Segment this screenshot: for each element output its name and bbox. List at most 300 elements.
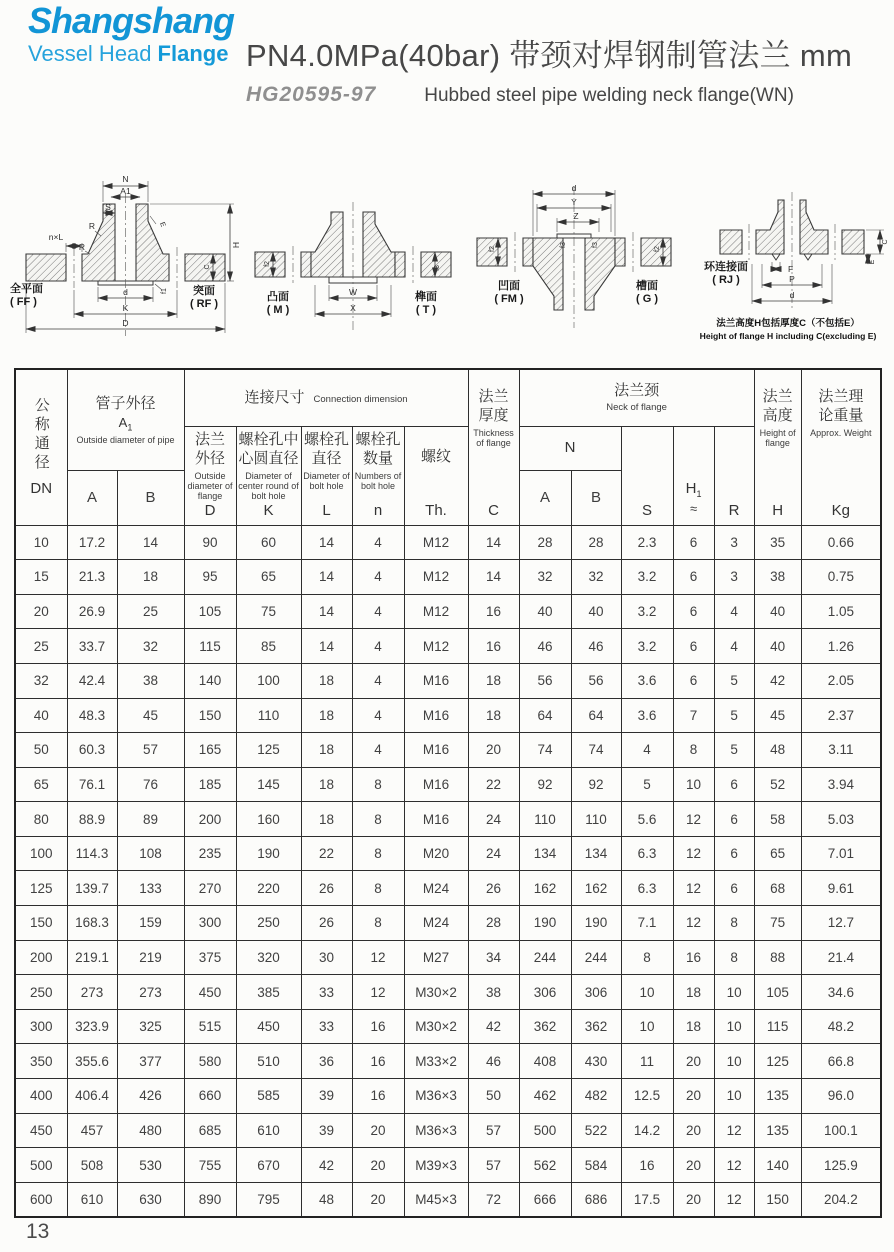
weight-en: Approx. Weight xyxy=(810,427,872,438)
cell-th: M12 xyxy=(404,594,468,629)
cell-D: 105 xyxy=(184,594,236,629)
cell-dn: 40 xyxy=(15,698,67,733)
dim-label-d3: d xyxy=(571,183,577,193)
cell-L: 30 xyxy=(301,940,352,975)
cell-D: 685 xyxy=(184,1113,236,1148)
cell-L: 33 xyxy=(301,975,352,1010)
cell-pipe-a: 273 xyxy=(67,975,117,1010)
cell-pipe-a: 26.9 xyxy=(67,594,117,629)
col-header-bolt-dia xyxy=(301,427,352,526)
drawing-caption-en: Height of flange H including C(excluding E) xyxy=(699,331,877,341)
cell-neck-b: 162 xyxy=(571,871,621,906)
cell-dn: 450 xyxy=(15,1113,67,1148)
weight-cn2: 论重量 xyxy=(818,406,864,424)
cell-pipe-b: 14 xyxy=(117,525,184,560)
face-label-t: 榫面 xyxy=(415,291,437,303)
face-label-rf-code: ( RF ) xyxy=(189,298,219,310)
cell-n: 8 xyxy=(352,802,404,837)
cell-R: 4 xyxy=(714,594,754,629)
dim-label-c: C xyxy=(204,264,211,270)
cell-neck-a: 306 xyxy=(519,975,571,1010)
cell-C: 20 xyxy=(468,733,519,768)
cell-kg: 0.75 xyxy=(801,560,881,595)
table-row xyxy=(15,1148,881,1183)
table-row xyxy=(15,1113,881,1148)
col-header-height xyxy=(754,369,801,525)
cell-C: 46 xyxy=(468,1044,519,1079)
cell-kg: 3.94 xyxy=(801,767,881,802)
cell-L: 18 xyxy=(301,698,352,733)
cell-dn: 50 xyxy=(15,733,67,768)
cell-K: 250 xyxy=(236,906,301,941)
cell-D: 660 xyxy=(184,1079,236,1114)
cell-pipe-b: 45 xyxy=(117,698,184,733)
face-label-g: 槽面 xyxy=(636,280,658,292)
cell-n: 16 xyxy=(352,1044,404,1079)
cell-neck-a: 56 xyxy=(519,663,571,698)
cell-H1: 12 xyxy=(673,871,714,906)
cell-dn: 20 xyxy=(15,594,67,629)
cell-L: 33 xyxy=(301,1009,352,1044)
cell-th: M12 xyxy=(404,525,468,560)
dim-label-f: F xyxy=(788,264,794,274)
cell-R: 3 xyxy=(714,525,754,560)
drawing-m-t xyxy=(243,182,463,342)
cell-H1: 12 xyxy=(673,802,714,837)
cell-dn: 350 xyxy=(15,1044,67,1079)
thickness-letter: C xyxy=(488,501,499,519)
cell-S: 2.3 xyxy=(621,525,673,560)
flange-od-cn2: 外径 xyxy=(194,449,225,467)
cell-S: 17.5 xyxy=(621,1182,673,1217)
cell-R: 12 xyxy=(714,1182,754,1217)
table-row xyxy=(15,733,881,768)
cell-K: 100 xyxy=(236,663,301,698)
cell-H: 135 xyxy=(754,1079,801,1114)
cell-n: 12 xyxy=(352,940,404,975)
cell-kg: 204.2 xyxy=(801,1182,881,1217)
cell-H: 140 xyxy=(754,1148,801,1183)
cell-C: 50 xyxy=(468,1079,519,1114)
cell-th: M12 xyxy=(404,560,468,595)
cell-K: 510 xyxy=(236,1044,301,1079)
cell-H: 35 xyxy=(754,525,801,560)
cell-pipe-b: 159 xyxy=(117,906,184,941)
cell-neck-b: 190 xyxy=(571,906,621,941)
cell-th: M33×2 xyxy=(404,1044,468,1079)
cell-R: 6 xyxy=(714,836,754,871)
bolt-dia-cn2: 直径 xyxy=(311,449,342,467)
neck-s-label: S xyxy=(642,501,653,519)
col-header-weight xyxy=(801,369,881,525)
cell-th: M39×3 xyxy=(404,1148,468,1183)
cell-K: 160 xyxy=(236,802,301,837)
cell-H: 38 xyxy=(754,560,801,595)
cell-neck-b: 522 xyxy=(571,1113,621,1148)
dim-label-h: H xyxy=(231,241,241,249)
cell-C: 14 xyxy=(468,560,519,595)
cell-kg: 7.01 xyxy=(801,836,881,871)
col-header-neck-s xyxy=(621,427,673,526)
dim-label-big-d: D xyxy=(122,318,129,328)
thickness-cn2: 厚度 xyxy=(478,406,509,424)
cell-neck-b: 362 xyxy=(571,1009,621,1044)
cell-H: 88 xyxy=(754,940,801,975)
cell-n: 4 xyxy=(352,525,404,560)
connection-en: Connection dimension xyxy=(313,393,408,405)
cell-dn: 100 xyxy=(15,836,67,871)
cell-C: 14 xyxy=(468,525,519,560)
cell-pipe-a: 139.7 xyxy=(67,871,117,906)
pipe-od-en: Outside diameter of pipe xyxy=(76,434,175,445)
cell-th: M16 xyxy=(404,698,468,733)
bolt-num-cn2: 数量 xyxy=(362,449,393,467)
cell-L: 39 xyxy=(301,1113,352,1148)
face-label-fm-code: ( FM ) xyxy=(494,293,524,305)
cell-kg: 12.7 xyxy=(801,906,881,941)
dim-label-s: S xyxy=(105,202,111,212)
bolt-dia-letter: L xyxy=(322,501,331,519)
height-letter: H xyxy=(772,501,784,519)
cell-K: 145 xyxy=(236,767,301,802)
cell-L: 26 xyxy=(301,906,352,941)
cell-th: M24 xyxy=(404,906,468,941)
cell-H: 75 xyxy=(754,906,801,941)
cell-S: 3.6 xyxy=(621,663,673,698)
cell-S: 3.2 xyxy=(621,594,673,629)
bolt-circle-letter: K xyxy=(263,501,274,519)
cell-S: 3.2 xyxy=(621,560,673,595)
cell-n: 4 xyxy=(352,733,404,768)
dim-label-w: W xyxy=(348,287,358,297)
cell-S: 12.5 xyxy=(621,1079,673,1114)
cell-H1: 10 xyxy=(673,767,714,802)
cell-H: 52 xyxy=(754,767,801,802)
cell-C: 28 xyxy=(468,906,519,941)
cell-neck-a: 666 xyxy=(519,1182,571,1217)
cell-pipe-a: 508 xyxy=(67,1148,117,1183)
cell-H1: 12 xyxy=(673,836,714,871)
dim-label-f2-right: f2 xyxy=(654,246,661,252)
cell-H1: 12 xyxy=(673,906,714,941)
bolt-num-letter: n xyxy=(373,501,383,519)
cell-pipe-b: 32 xyxy=(117,629,184,664)
cell-pipe-a: 168.3 xyxy=(67,906,117,941)
cell-R: 8 xyxy=(714,906,754,941)
cell-pipe-a: 355.6 xyxy=(67,1044,117,1079)
cell-S: 6.3 xyxy=(621,836,673,871)
cell-kg: 9.61 xyxy=(801,871,881,906)
table-row xyxy=(15,767,881,802)
cell-neck-b: 482 xyxy=(571,1079,621,1114)
cell-kg: 1.26 xyxy=(801,629,881,664)
bolt-num-en: Numbers of bolt hole xyxy=(354,470,402,491)
cell-kg: 2.37 xyxy=(801,698,881,733)
cell-pipe-a: 33.7 xyxy=(67,629,117,664)
cell-pipe-b: 377 xyxy=(117,1044,184,1079)
neck-en: Neck of flange xyxy=(606,401,667,413)
cell-dn: 300 xyxy=(15,1009,67,1044)
cell-K: 385 xyxy=(236,975,301,1010)
table-row xyxy=(15,906,881,941)
cell-R: 10 xyxy=(714,1079,754,1114)
cell-H: 135 xyxy=(754,1113,801,1148)
col-header-pipe-b: B xyxy=(117,470,184,525)
cell-K: 320 xyxy=(236,940,301,975)
cell-pipe-a: 42.4 xyxy=(67,663,117,698)
cell-R: 6 xyxy=(714,802,754,837)
table-row xyxy=(15,1009,881,1044)
cell-D: 235 xyxy=(184,836,236,871)
cell-kg: 100.1 xyxy=(801,1113,881,1148)
cell-th: M36×3 xyxy=(404,1079,468,1114)
cell-neck-a: 162 xyxy=(519,871,571,906)
cell-R: 6 xyxy=(714,767,754,802)
dim-label-f3-inner-left: f3 xyxy=(560,242,567,248)
cell-R: 5 xyxy=(714,733,754,768)
cell-neck-b: 28 xyxy=(571,525,621,560)
cell-th: M24 xyxy=(404,871,468,906)
logo-tagline-vessel-head: Vessel Head xyxy=(28,40,152,66)
cell-K: 610 xyxy=(236,1113,301,1148)
cell-pipe-b: 219 xyxy=(117,940,184,975)
dim-label-d4: d xyxy=(789,290,795,300)
cell-S: 4 xyxy=(621,733,673,768)
face-label-rj-code: ( RJ ) xyxy=(712,274,740,286)
cell-dn: 400 xyxy=(15,1079,67,1114)
table-row xyxy=(15,1044,881,1079)
cell-S: 14.2 xyxy=(621,1113,673,1148)
col-header-neck xyxy=(519,369,754,427)
drawing-fm-g xyxy=(462,178,687,343)
cell-D: 200 xyxy=(184,802,236,837)
bolt-circle-cn2: 心圆直径 xyxy=(238,449,299,467)
face-label-rf: 突面 xyxy=(193,285,215,297)
cell-n: 4 xyxy=(352,629,404,664)
cell-L: 18 xyxy=(301,663,352,698)
cell-H: 58 xyxy=(754,802,801,837)
col-header-pipe-od xyxy=(67,369,184,470)
cell-neck-a: 244 xyxy=(519,940,571,975)
cell-R: 5 xyxy=(714,663,754,698)
cell-H: 40 xyxy=(754,594,801,629)
cell-L: 14 xyxy=(301,560,352,595)
col-header-thread xyxy=(404,427,468,526)
cell-H: 115 xyxy=(754,1009,801,1044)
cell-D: 115 xyxy=(184,629,236,664)
cell-n: 4 xyxy=(352,698,404,733)
cell-C: 16 xyxy=(468,629,519,664)
dim-label-f2-left: f2 xyxy=(489,246,496,252)
cell-neck-a: 46 xyxy=(519,629,571,664)
col-header-neck-r xyxy=(714,427,754,526)
cell-R: 6 xyxy=(714,871,754,906)
col-header-pipe-a: A xyxy=(67,470,117,525)
cell-D: 450 xyxy=(184,975,236,1010)
cell-pipe-b: 25 xyxy=(117,594,184,629)
cell-K: 110 xyxy=(236,698,301,733)
cell-H: 68 xyxy=(754,871,801,906)
face-label-ff: 全平面 xyxy=(10,283,43,295)
bolt-dia-cn1: 螺栓孔 xyxy=(303,431,349,448)
cell-neck-b: 46 xyxy=(571,629,621,664)
cell-K: 795 xyxy=(236,1182,301,1217)
cell-L: 36 xyxy=(301,1044,352,1079)
neck-n-label: N xyxy=(564,439,576,457)
dim-label-c4: C xyxy=(882,239,889,245)
cell-neck-b: 40 xyxy=(571,594,621,629)
cell-pipe-a: 17.2 xyxy=(67,525,117,560)
dim-label-r-upper: R xyxy=(88,221,96,231)
cell-pipe-b: 530 xyxy=(117,1148,184,1183)
drawing-caption-cn: 法兰高度H包括厚度C（不包括E） xyxy=(716,318,860,329)
cell-D: 890 xyxy=(184,1182,236,1217)
thread-cn: 螺纹 xyxy=(421,448,452,466)
cell-neck-a: 92 xyxy=(519,767,571,802)
face-label-m-code: ( M ) xyxy=(266,304,290,316)
cell-D: 300 xyxy=(184,906,236,941)
dim-label-z: Z xyxy=(573,211,579,221)
cell-pipe-a: 21.3 xyxy=(67,560,117,595)
logo-tagline xyxy=(28,42,234,66)
cell-K: 60 xyxy=(236,525,301,560)
dim-label-k: K xyxy=(122,303,129,313)
neck-cn: 法兰颈 xyxy=(614,382,660,400)
cell-C: 18 xyxy=(468,698,519,733)
cell-D: 90 xyxy=(184,525,236,560)
cell-th: M16 xyxy=(404,767,468,802)
cell-H: 150 xyxy=(754,1182,801,1217)
cell-H1: 20 xyxy=(673,1113,714,1148)
cell-pipe-a: 457 xyxy=(67,1113,117,1148)
face-label-t-code: ( T ) xyxy=(415,304,437,316)
cell-S: 7.1 xyxy=(621,906,673,941)
cell-kg: 125.9 xyxy=(801,1148,881,1183)
cell-th: M16 xyxy=(404,663,468,698)
cell-dn: 10 xyxy=(15,525,67,560)
cell-D: 515 xyxy=(184,1009,236,1044)
cell-neck-a: 562 xyxy=(519,1148,571,1183)
cell-neck-b: 74 xyxy=(571,733,621,768)
pipe-od-cn: 管子外径 xyxy=(95,394,156,412)
thickness-en: Thickness of flange xyxy=(473,427,514,448)
cell-dn: 15 xyxy=(15,560,67,595)
cell-C: 57 xyxy=(468,1148,519,1183)
cell-C: 18 xyxy=(468,663,519,698)
col-header-connection xyxy=(184,369,468,427)
cell-S: 8 xyxy=(621,940,673,975)
cell-n: 8 xyxy=(352,767,404,802)
cell-S: 3.2 xyxy=(621,629,673,664)
cell-K: 670 xyxy=(236,1148,301,1183)
cell-kg: 48.2 xyxy=(801,1009,881,1044)
cell-pipe-a: 323.9 xyxy=(67,1009,117,1044)
cell-dn: 80 xyxy=(15,802,67,837)
cell-D: 95 xyxy=(184,560,236,595)
table-body xyxy=(15,525,881,1217)
cell-pipe-b: 57 xyxy=(117,733,184,768)
pipe-od-symbol: $A_1$ xyxy=(118,415,133,433)
cell-neck-b: 92 xyxy=(571,767,621,802)
cell-neck-a: 64 xyxy=(519,698,571,733)
dim-label-e: E xyxy=(158,221,167,229)
cell-n: 20 xyxy=(352,1148,404,1183)
cell-K: 85 xyxy=(236,629,301,664)
cell-neck-b: 64 xyxy=(571,698,621,733)
table-row xyxy=(15,629,881,664)
cell-S: 3.6 xyxy=(621,698,673,733)
cell-dn: 32 xyxy=(15,663,67,698)
cell-L: 26 xyxy=(301,871,352,906)
cell-n: 8 xyxy=(352,871,404,906)
cell-th: M27 xyxy=(404,940,468,975)
height-en: Height of flange xyxy=(759,427,796,448)
cell-neck-b: 686 xyxy=(571,1182,621,1217)
cell-kg: 5.03 xyxy=(801,802,881,837)
cell-H1: 6 xyxy=(673,629,714,664)
table-row xyxy=(15,802,881,837)
cell-D: 375 xyxy=(184,940,236,975)
drawing-ff-rf xyxy=(8,166,243,351)
table-row xyxy=(15,836,881,871)
cell-n: 8 xyxy=(352,836,404,871)
cell-H1: 20 xyxy=(673,1044,714,1079)
page-number: 13 xyxy=(26,1220,50,1243)
table-row xyxy=(15,698,881,733)
cell-dn: 600 xyxy=(15,1182,67,1217)
cell-th: M30×2 xyxy=(404,975,468,1010)
cell-D: 270 xyxy=(184,871,236,906)
cell-dn: 500 xyxy=(15,1148,67,1183)
cell-pipe-a: 114.3 xyxy=(67,836,117,871)
neck-h1-approx: ≈ xyxy=(689,501,698,517)
cell-R: 12 xyxy=(714,1148,754,1183)
cell-kg: 66.8 xyxy=(801,1044,881,1079)
cell-K: 450 xyxy=(236,1009,301,1044)
cell-L: 22 xyxy=(301,836,352,871)
table-row xyxy=(15,940,881,975)
cell-dn: 250 xyxy=(15,975,67,1010)
dim-label-f1: f1 xyxy=(161,288,168,294)
cell-H: 105 xyxy=(754,975,801,1010)
cell-H1: 18 xyxy=(673,1009,714,1044)
cell-th: M36×3 xyxy=(404,1113,468,1148)
cell-pipe-a: 406.4 xyxy=(67,1079,117,1114)
thread-letter: Th. xyxy=(425,501,447,519)
cell-th: M45×3 xyxy=(404,1182,468,1217)
dn-label-cn: 公称通径 xyxy=(32,397,50,474)
cell-S: 6.3 xyxy=(621,871,673,906)
dim-label-f3-inner-right: f3 xyxy=(592,242,599,248)
cell-pipe-b: 38 xyxy=(117,663,184,698)
cell-K: 125 xyxy=(236,733,301,768)
cell-D: 140 xyxy=(184,663,236,698)
cell-L: 18 xyxy=(301,802,352,837)
cell-K: 190 xyxy=(236,836,301,871)
col-header-bolt-circle xyxy=(236,427,301,526)
cell-kg: 2.05 xyxy=(801,663,881,698)
neck-h1-label: $H_1$ xyxy=(685,480,702,500)
cell-th: M30×2 xyxy=(404,1009,468,1044)
cell-pipe-b: 133 xyxy=(117,871,184,906)
cell-pipe-b: 325 xyxy=(117,1009,184,1044)
cell-H: 125 xyxy=(754,1044,801,1079)
cell-H1: 16 xyxy=(673,940,714,975)
table-row xyxy=(15,663,881,698)
cell-S: 10 xyxy=(621,975,673,1010)
cell-K: 220 xyxy=(236,871,301,906)
cell-neck-a: 74 xyxy=(519,733,571,768)
